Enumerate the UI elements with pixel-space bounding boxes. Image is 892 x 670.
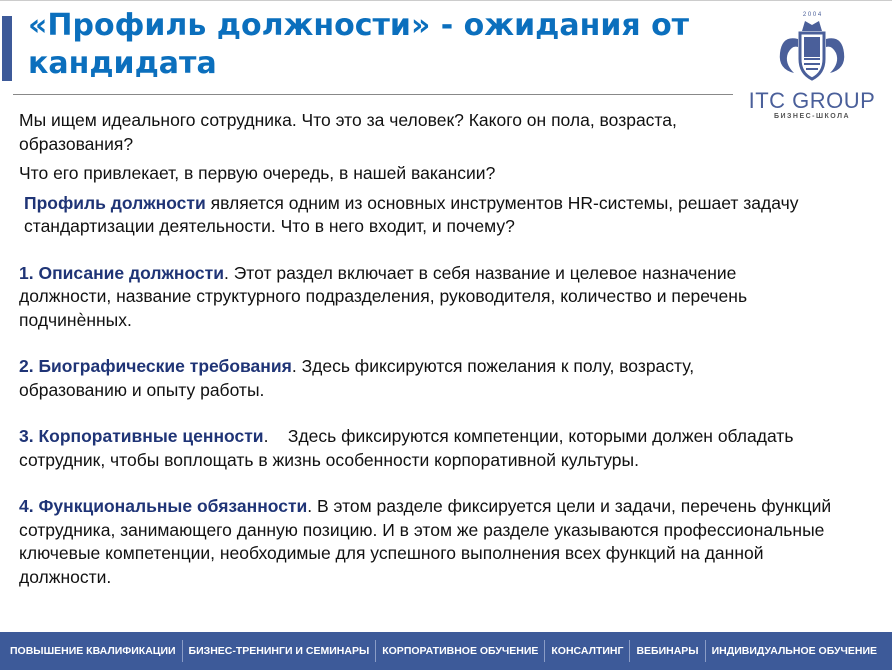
title-accent-bar bbox=[2, 16, 12, 81]
footer-item[interactable]: ВЕБИНАРЫ bbox=[636, 645, 699, 657]
logo-name: ITC GROUP bbox=[748, 88, 876, 113]
footer-item[interactable]: ПОВЫШЕНИЕ КВАЛИФИКАЦИИ bbox=[10, 645, 176, 657]
section-text: . В этом разделе фиксируется цели и задачи, перечень функций сотрудника, занимающего данную позицию. И в этом же разделе указываются профессиональные ключевые компетенции, необходимые для успешного выполнения всех функций на данной должности. bbox=[19, 496, 832, 587]
footer-item[interactable]: КОНСАЛТИНГ bbox=[551, 645, 624, 657]
logo-subtitle: БИЗНЕС-ШКОЛА bbox=[773, 113, 851, 120]
title-divider bbox=[13, 94, 733, 95]
footer-item[interactable]: КОРПОРАТИВНОЕ ОБУЧЕНИЕ bbox=[382, 645, 539, 657]
svg-text:2 0 0 4: 2 0 0 4 bbox=[802, 12, 822, 18]
profile-paragraph bbox=[19, 192, 824, 239]
intro-question-2: Что его привлекает, в первую очередь, в нашей вакансии? bbox=[19, 163, 496, 183]
section-text: . Здесь фиксируются компетенции, которыми должен обладать сотрудник, чтобы воплощать в жизнь особенности корпоративной культуры. bbox=[19, 426, 799, 470]
crest-icon bbox=[774, 9, 850, 87]
section-heading: 2. Биографические требования bbox=[19, 356, 292, 376]
footer-services-bar bbox=[0, 632, 892, 670]
footer-item[interactable]: БИЗНЕС-ТРЕНИНГИ И СЕМИНАРЫ bbox=[188, 645, 370, 657]
section-1 bbox=[19, 262, 829, 333]
profile-text: является одним из основных инструментов HR-системы, решает задачу стандартизации деятельности. Что в него входит, и почему? bbox=[24, 192, 799, 236]
section-4 bbox=[19, 495, 859, 589]
section-2 bbox=[19, 355, 779, 402]
section-text: . Здесь фиксируются пожелания к полу, возрасту, образованию и опыту работы. bbox=[19, 356, 695, 400]
section-heading: 4. Функциональные обязанности bbox=[19, 496, 308, 516]
footer-item[interactable]: ИНДИВИДУАЛЬНОЕ ОБУЧЕНИЕ bbox=[711, 645, 878, 657]
page-title: «Профиль должности» - ожидания от кандидата bbox=[28, 8, 690, 81]
section-heading: 3. Корпоративные ценности bbox=[19, 426, 264, 446]
section-3 bbox=[19, 425, 879, 472]
slide-content bbox=[19, 109, 879, 589]
profile-term: Профиль должности bbox=[24, 192, 206, 213]
section-text: . Этот раздел включает в себя название и целевое назначение должности, название структурного подразделения, руководителя, количество и перечень подчинѐнных. bbox=[19, 262, 748, 330]
section-heading: 1. Описание должности bbox=[19, 262, 224, 283]
intro-question-1: Мы ищем идеального сотрудника. Что это за человек? Какого он пола, возраста, образования? bbox=[19, 110, 677, 154]
itc-group-logo bbox=[742, 9, 882, 121]
